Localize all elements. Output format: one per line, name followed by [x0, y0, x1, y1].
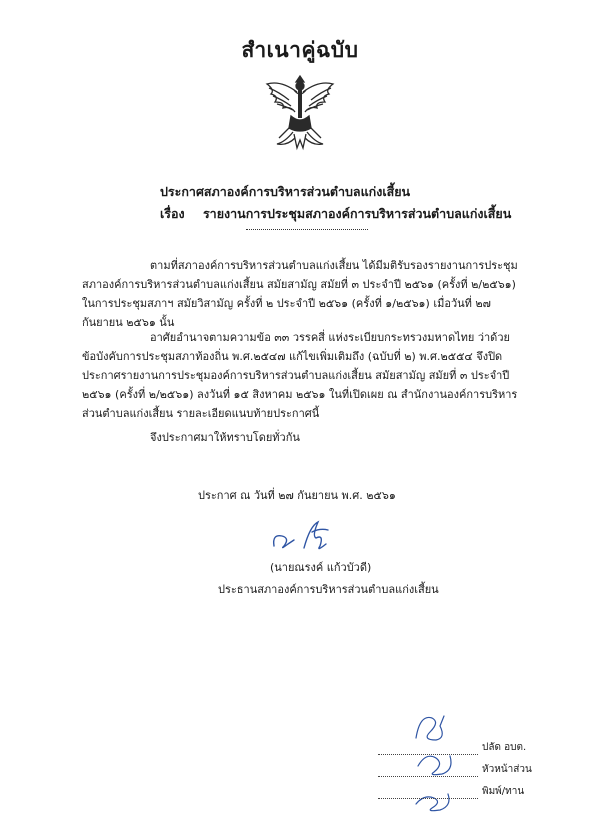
footer-label: หัวหน้าส่วน	[482, 764, 532, 775]
date-line: ประกาศ ณ วันที่ ๒๗ กันยายน พ.ศ. ๒๕๖๑	[198, 489, 396, 502]
subject-line	[160, 204, 511, 224]
announcement-title: ประกาศสภาองค์การบริหารส่วนตำบลแก่งเสี้ยน	[160, 184, 411, 199]
heading-divider	[246, 229, 368, 230]
footer-label: ปลัด อบต.	[482, 742, 527, 753]
signer-name: (นายณรงค์ แก้วบัวดี)	[270, 561, 372, 574]
signature-image	[268, 516, 348, 556]
subject-label: เรื่อง	[160, 206, 185, 221]
closing-statement: จึงประกาศมาให้ทราบโดยทั่วกัน	[150, 431, 300, 444]
garuda-emblem-icon	[261, 72, 339, 152]
subject-text: รายงานการประชุมสภาองค์การบริหารส่วนตำบลแก่งเสี้ยน	[202, 206, 512, 221]
paragraph-1: ตามที่สภาองค์การบริหารส่วนตำบลแก่งเสี้ยน ได้มีมติรับรองรายงานการประชุมสภาองค์การบริหารส่วนตำบลแก่งเสี้ยน สมัยสามัญ สมัยที่ ๓ ประจำปี ๒๕๖๑ (ครั้งที่ ๒/๒๕๖๑) ในการประชุมสภาฯ สมัยวิสามัญ ครั้งที่ ๒ ประจำปี ๒๕๖๑ (ครั้งที่ ๑/๒๕๖๑) เมื่อวันที่ ๒๗ กันยายน ๒๕๖๑ นั้น	[82, 259, 518, 329]
dotted-line	[378, 776, 478, 777]
signer-position: ประธานสภาองค์การบริหารส่วนตำบลแก่งเสี้ยน	[218, 583, 439, 596]
footer-line-3	[378, 784, 524, 799]
footer-line-2	[378, 762, 532, 777]
copy-title: สำเนาคู่ฉบับ	[241, 38, 359, 62]
footer-label: พิมพ์/ทาน	[482, 786, 525, 797]
dotted-line	[378, 798, 478, 799]
footer-line-1	[378, 740, 526, 755]
paragraph-2: อาศัยอำนาจตามความข้อ ๓๓ วรรคสี่ แห่งระเบียบกระทรวงมหาดไทย ว่าด้วยข้อบังคับการประชุมสภาท้องถิ่น พ.ศ.๒๕๔๗ แก้ไขเพิ่มเติมถึง (ฉบับที่ ๒) พ.ศ.๒๕๕๔ จึงปิดประกาศรายงานการประชุมองค์การบริหารส่วนตำบลแก่งเสี้ยน สมัยสามัญ สมัยที่ ๓ ประจำปี ๒๕๖๑ (ครั้งที่ ๒/๒๕๖๑) ลงวันที่ ๑๕ สิงหาคม ๒๕๖๑ ในที่เปิดเผย ณ สำนักงานองค์การบริหารส่วนตำบลแก่งเสี้ยน รายละเอียดแนบท้ายประกาศนี้	[82, 331, 518, 420]
dotted-line	[378, 754, 478, 755]
